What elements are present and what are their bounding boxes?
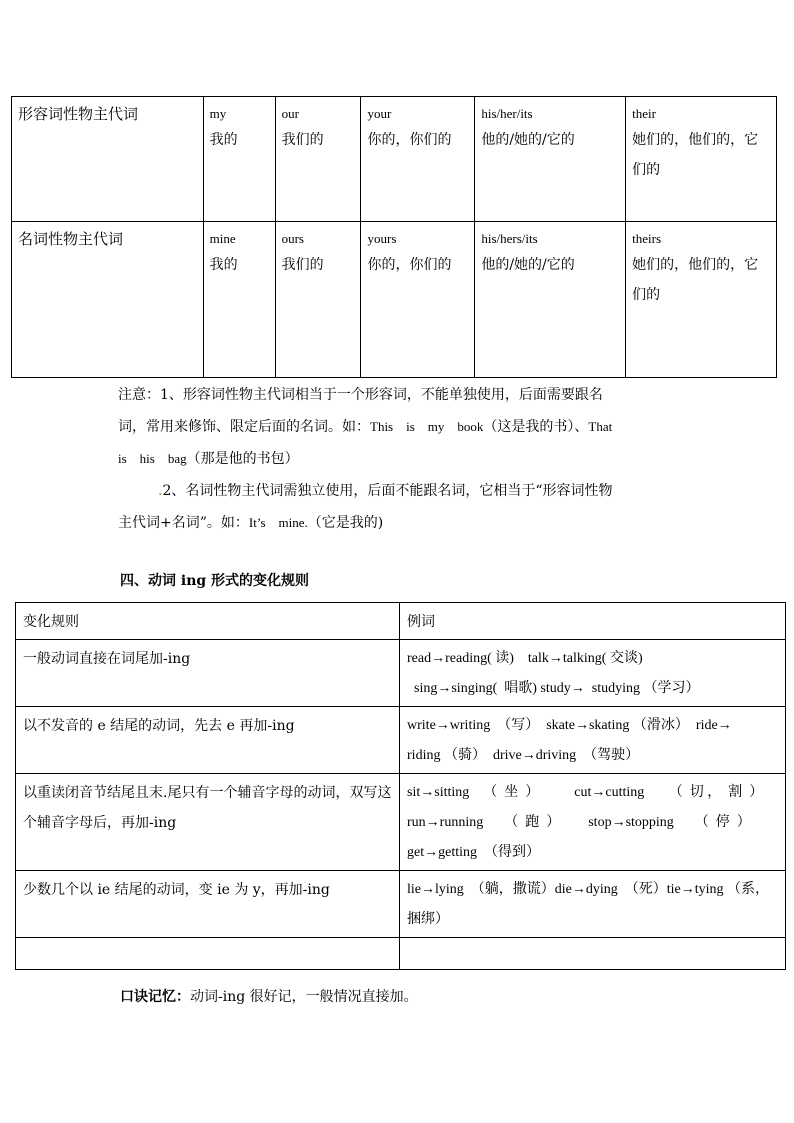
row-label: 形容词性物主代词 (12, 97, 204, 222)
example-cell (400, 938, 786, 970)
rule-cell: 以重读闭音节结尾且末.尾只有一个辅音字母的动词，双写这个辅音字母后，再加-ing (16, 774, 400, 871)
example-cell: sit→sitting （ 坐 ） cut→cutting （ 切 ， 割 ） run→running （ 跑 ） stop→stopping （ 停 ） get→getting （得到） (400, 774, 786, 871)
table-cell (626, 222, 777, 378)
chinese-meaning: 他的/她的/它的 (481, 132, 575, 148)
chinese-meaning: 他的/她的/它的 (481, 257, 575, 273)
chinese-meaning: 她们的，他们的，它们的 (632, 132, 759, 178)
chinese-meaning: 你的，你们的 (367, 132, 452, 148)
english-word: his/her/its (481, 106, 533, 121)
table-cell (203, 97, 275, 222)
pronoun-table (11, 96, 777, 378)
table-cell (275, 222, 361, 378)
english-word: theirs (632, 231, 662, 246)
table-cell (361, 222, 475, 378)
table-header-row (16, 603, 786, 640)
column-header-rule: 变化规则 (16, 603, 400, 640)
note-line: 词，常用来修饰、限定后面的名词。如：This is my book（这是我的书）、That (118, 419, 613, 435)
table-cell (275, 97, 361, 222)
english-word: yours (367, 231, 397, 246)
memory-label: 口诀记忆： (120, 989, 190, 1005)
chinese-meaning: 她们的，他们的，它们的 (632, 257, 759, 303)
english-word: mine (209, 231, 236, 246)
english-word: his/hers/its (481, 231, 538, 246)
table-row (16, 774, 786, 871)
rule-cell: 以不发音的 e 结尾的动词，先去 e 再加-ing (16, 707, 400, 774)
chinese-meaning: 我的 (209, 257, 238, 273)
section-title: 四、动词 ing 形式的变化规则 (120, 573, 310, 589)
table-cell (203, 222, 275, 378)
table-row (16, 938, 786, 970)
english-word: their (632, 106, 656, 121)
table-cell (626, 97, 777, 222)
rule-cell: 一般动词直接在词尾加-ing (16, 640, 400, 707)
table-cell (475, 222, 626, 378)
note-line: 注意：1、形容词性物主代词相当于一个形容词，不能单独使用，后面需要跟名 (118, 387, 603, 403)
note-line: is his bag（那是他的书包） (118, 451, 299, 467)
rule-cell: 少数几个以 ie 结尾的动词，变 ie 为 y，再加-ing (16, 871, 400, 938)
chinese-meaning: 我们的 (281, 257, 324, 273)
english-word: our (281, 106, 299, 121)
table-cell (475, 97, 626, 222)
english-word: your (367, 106, 392, 121)
note-line: .2、名词性物主代词需独立使用，后面不能跟名词，它相当于“形容词性物 (158, 483, 613, 499)
table-row (16, 640, 786, 707)
rule-cell (16, 938, 400, 970)
column-header-example: 例词 (400, 603, 786, 640)
example-cell: lie→lying （躺，撒谎）die→dying （死）tie→tying （系， 捆绑） (400, 871, 786, 938)
memory-rhyme (120, 986, 418, 1008)
memory-text: 动词-ing 很好记，一般情况直接加。 (190, 989, 418, 1005)
table-row (12, 222, 777, 378)
example-cell: read→reading( 读) talk→talking( 交谈) sing→singing( 唱歌) study→ studying （学习） (400, 640, 786, 707)
table-row (12, 97, 777, 222)
row-label: 名词性物主代词 (12, 222, 204, 378)
english-word: ours (281, 231, 304, 246)
note-line: 主代词+名词”。如：It’s mine.（它是我的) (118, 515, 384, 531)
example-cell: write→writing （写） skate→skating （滑冰） ride→ riding （骑） drive→driving （驾驶） (400, 707, 786, 774)
ing-rules-table (15, 602, 786, 970)
chinese-meaning: 我们的 (281, 132, 324, 148)
note-paragraph (118, 379, 678, 539)
chinese-meaning: 我的 (209, 132, 238, 148)
chinese-meaning: 你的，你们的 (367, 257, 452, 273)
table-row (16, 707, 786, 774)
table-cell (361, 97, 475, 222)
english-word: my (209, 106, 227, 121)
table-row (16, 871, 786, 938)
